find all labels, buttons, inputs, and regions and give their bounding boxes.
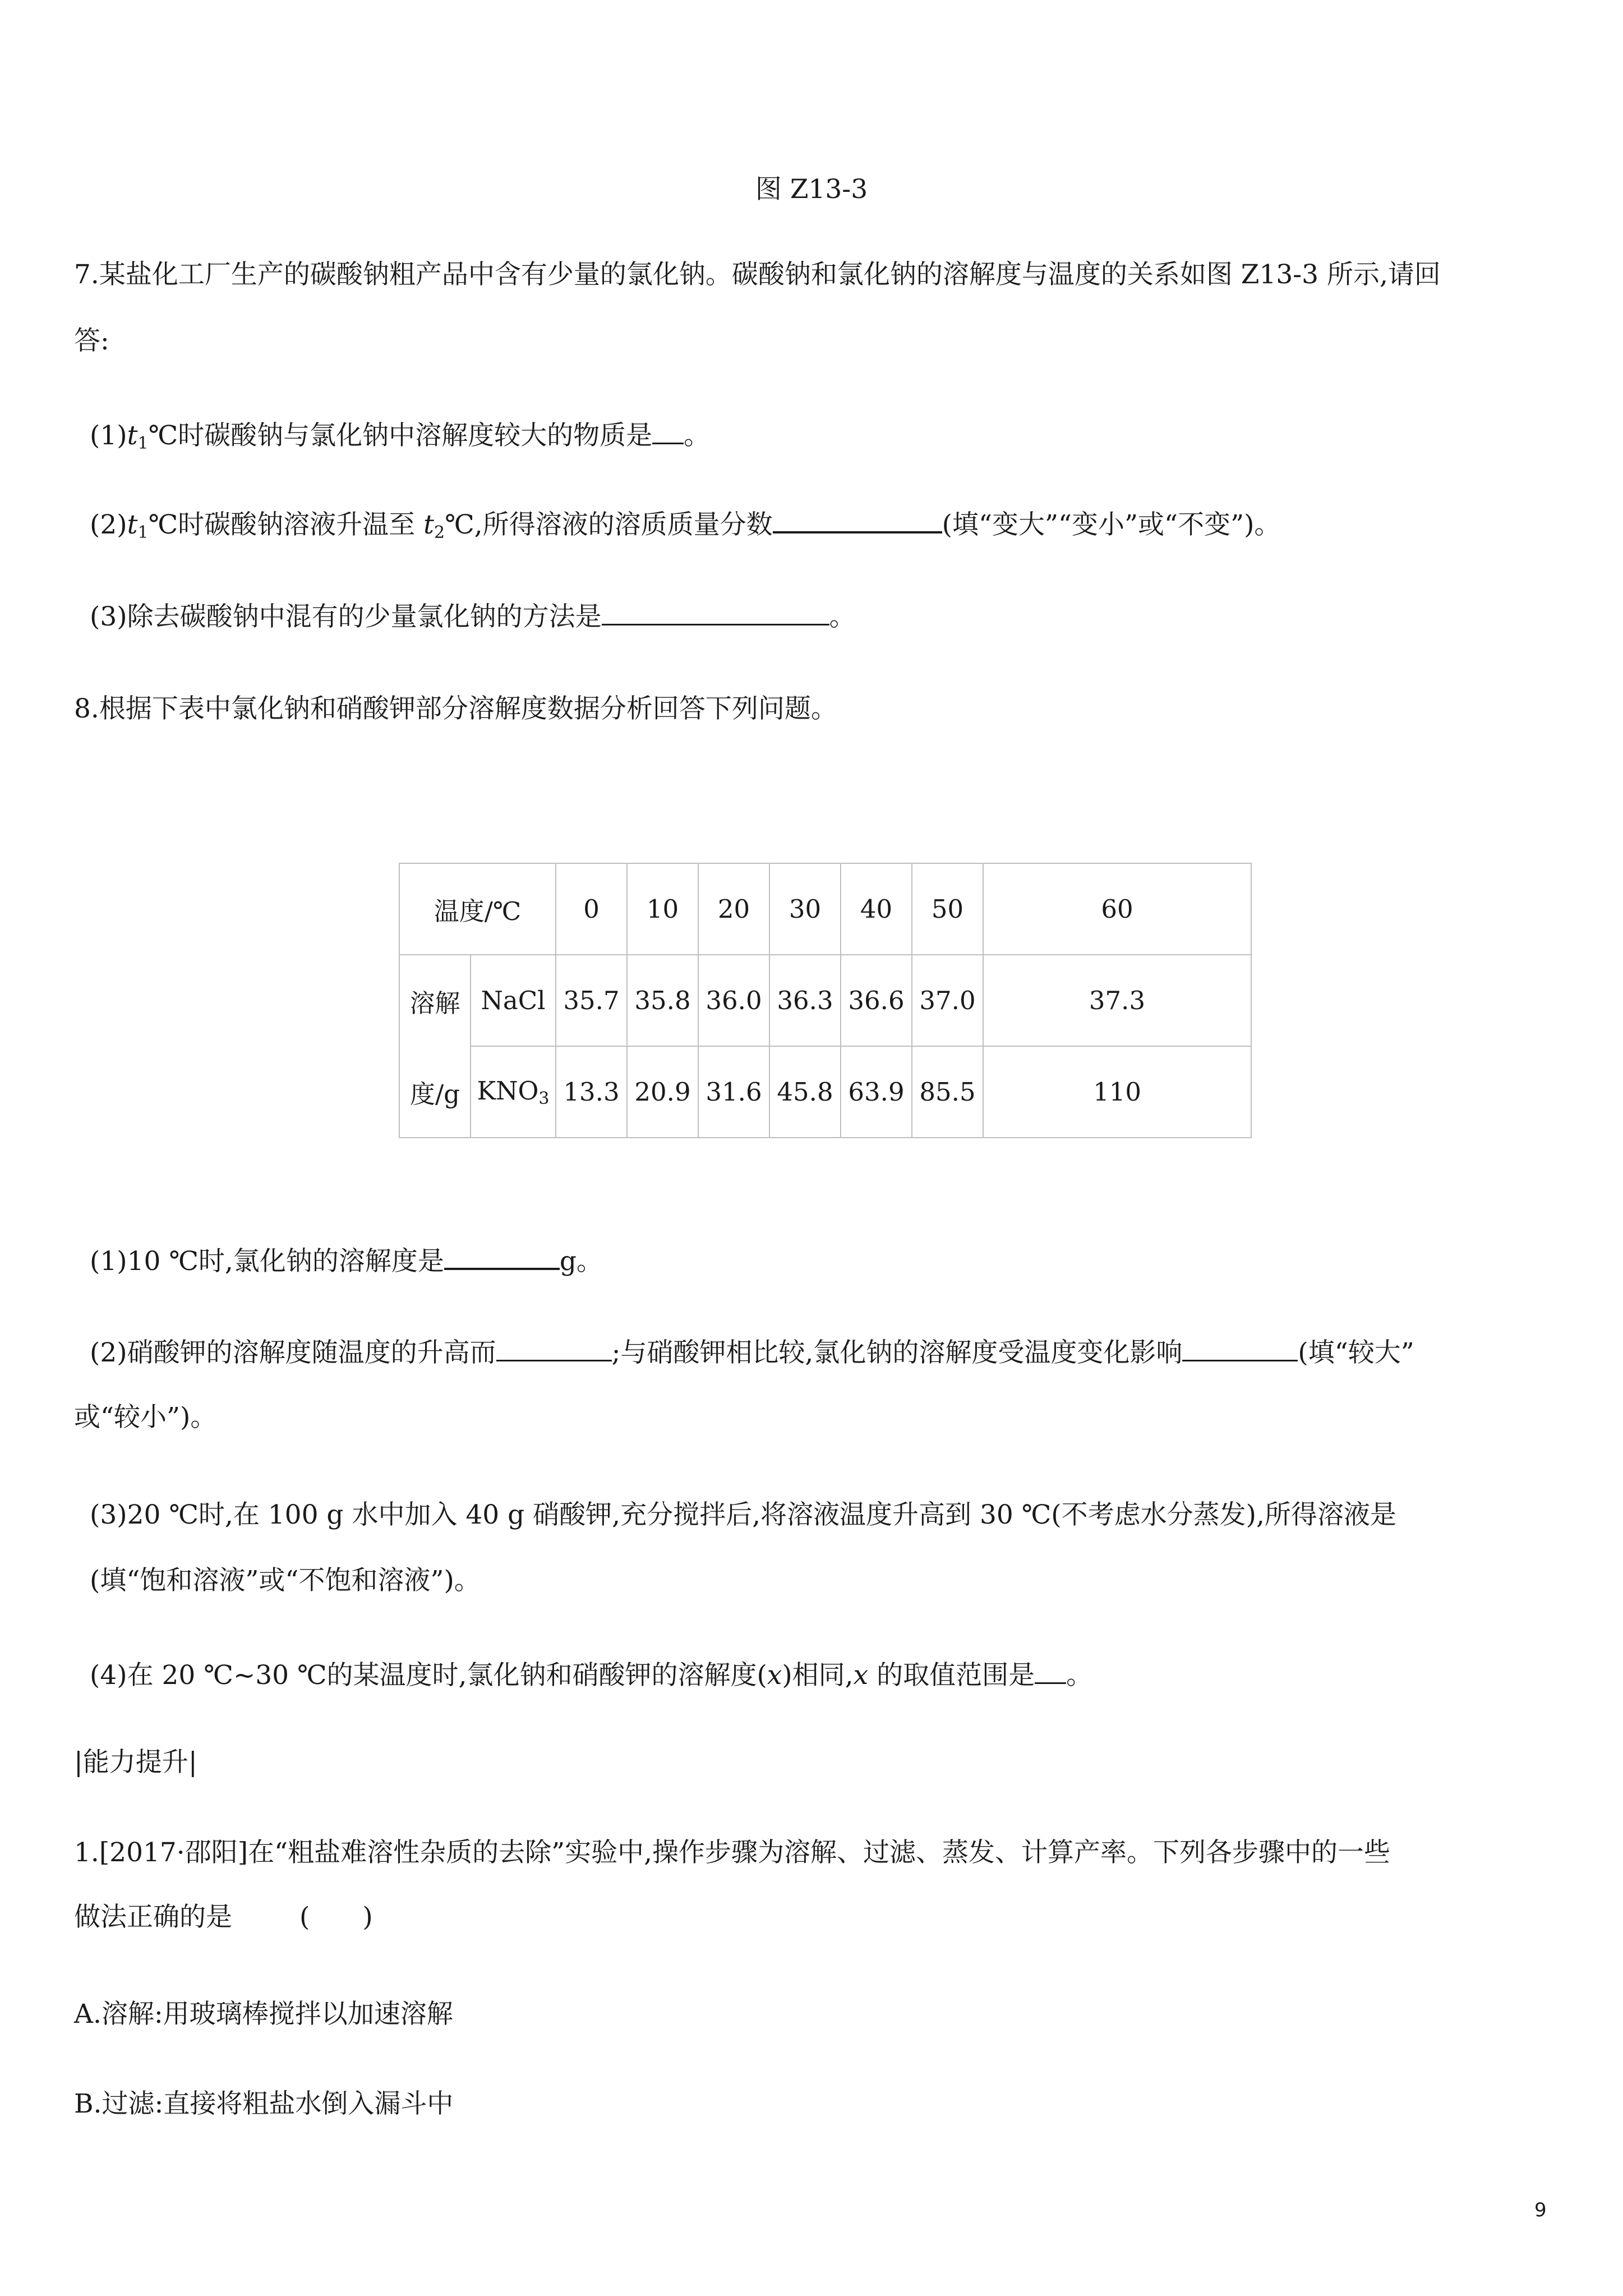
table-value-cell: 45.8 [769, 1046, 841, 1138]
table-temp-cell: 10 [627, 863, 698, 955]
mcq1-stem-line1: 1.[2017·邵阳]在“粗盐难溶性杂质的去除”实验中,操作步骤为溶解、过滤、蒸发、计算产率。下列各步骤中的一些 [74, 1837, 1391, 1868]
table-header-label: 温度/℃ [399, 863, 556, 955]
mcq1-option-a[interactable]: A.溶解:用玻璃棒搅拌以加速溶解 [74, 1999, 453, 2030]
q7-part3-answer-blank[interactable] [602, 599, 829, 625]
table-value-cell: 20.9 [627, 1046, 698, 1138]
table-row-label-top: 溶解 [399, 955, 471, 1046]
table-substance-kno3: $KNO_3$ [471, 1046, 556, 1138]
table-value-cell: 35.7 [556, 955, 627, 1046]
solubility-table [399, 863, 1252, 1138]
table-header-row [399, 863, 1251, 955]
table-value-cell: 36.6 [841, 955, 912, 1046]
table-temp-cell: 60 [983, 863, 1251, 955]
q7-part1: $(1)t_1℃$时碳酸钠与氯化钠中溶解度较大的物质是 。 [90, 418, 710, 461]
q7-stem-line2: 答: [74, 325, 109, 356]
q8-part2: (2)硝酸钾的溶解度随温度的升高而 ;与硝酸钾相比较,氯化钠的溶解度受温度变化影响 (填“较大” [90, 1335, 1414, 1370]
table-value-cell: 63.9 [841, 1046, 912, 1138]
table-value-cell: 110 [983, 1046, 1251, 1138]
table-value-cell: 13.3 [556, 1046, 627, 1138]
q8-part4-answer-blank[interactable] [1035, 1658, 1066, 1684]
q7-part1-answer-blank[interactable] [652, 418, 684, 444]
table-substance-nacl: NaCl [471, 955, 556, 1046]
figure-caption: 图 Z13-3 [755, 174, 868, 205]
q8-stem: 8.根据下表中氯化钠和硝酸钾部分溶解度数据分析回答下列问题。 [74, 693, 837, 724]
q8-part4: (4)在 20 ℃~30 ℃的某温度时,氯化钠和硝酸钾的溶解度(x)相同,x 的取值范围是 。 [90, 1658, 1092, 1692]
table-value-cell: 35.8 [627, 955, 698, 1046]
table-temp-cell: 50 [912, 863, 983, 955]
q8-part3-line2: (填“饱和溶液”或“不饱和溶液”)。 [90, 1565, 481, 1596]
table-row-kno3 [399, 1046, 1251, 1138]
table-temp-cell: 40 [841, 863, 912, 955]
section-title: |能力提升| [74, 1747, 197, 1778]
q8-part1: (1)10 ℃时,氯化钠的溶解度是 g。 [90, 1243, 603, 1278]
table-row-nacl [399, 955, 1251, 1046]
mcq1-answer-paren[interactable]: ( ) [299, 1902, 373, 1932]
page-number: 9 [1534, 2199, 1547, 2221]
table-value-cell: 36.0 [698, 955, 769, 1046]
table-value-cell: 37.3 [983, 955, 1251, 1046]
table-temp-cell: 0 [556, 863, 627, 955]
table-value-cell: 37.0 [912, 955, 983, 1046]
q7-stem-text: 某盐化工厂生产的碳酸钠粗产品中含有少量的氯化钠。碳酸钠和氯化钠的溶解度与温度的关系如图 Z13-3 所示,请回 [99, 259, 1441, 290]
q8-part3-line1: (3)20 ℃时,在 100 g 水中加入 40 g 硝酸钾,充分搅拌后,将溶液温度升高到 30 ℃(不考虑水分蒸发),所得溶液是 [90, 1499, 1396, 1530]
table-value-cell: 85.5 [912, 1046, 983, 1138]
q7-part2: $(2)t_1℃$时碳酸钠溶液升温至 $t_2℃$,所得溶液的溶质质量分数 (填“变大”“变小”或“不变”)。 [90, 507, 1280, 550]
table-value-cell: 31.6 [698, 1046, 769, 1138]
mcq1-option-b[interactable]: B.过滤:直接将粗盐水倒入漏斗中 [74, 2088, 454, 2119]
table-temp-cell: 20 [698, 863, 769, 955]
q8-part2-answer-blank-2[interactable] [1182, 1335, 1298, 1361]
q8-part2-line2: 或“较小”)。 [74, 1402, 217, 1433]
table-temp-cell: 30 [769, 863, 841, 955]
mcq1-stem-line2: 做法正确的是 ( ) [74, 1902, 373, 1932]
q8-part1-answer-blank[interactable] [444, 1243, 560, 1270]
q7-number: 7. [74, 259, 99, 290]
table-value-cell: 36.3 [769, 955, 841, 1046]
q7-part3: (3)除去碳酸钠中混有的少量氯化钠的方法是 。 [90, 599, 856, 634]
q7-part2-answer-blank[interactable] [773, 507, 942, 533]
q7-stem-line1 [74, 258, 1441, 292]
q8-part2-answer-blank-1[interactable] [496, 1335, 612, 1361]
table-row-label-bottom: 度/g [399, 1046, 471, 1138]
